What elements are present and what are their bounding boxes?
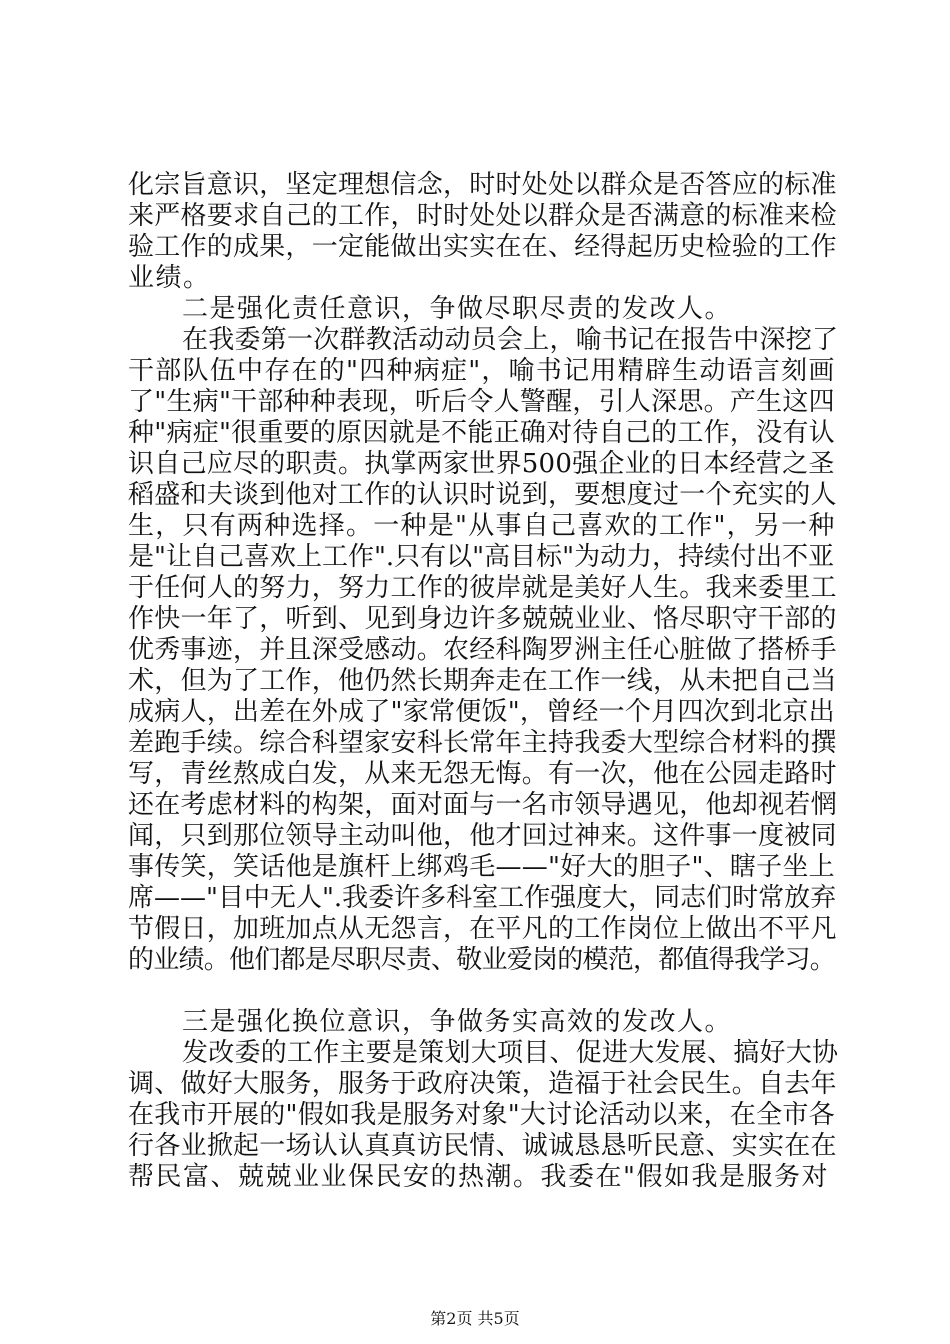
text-line: 闻，只到那位领导主动叫他，他才回过神来。这件事一度被同 [128,821,837,851]
text-line: 稻盛和夫谈到他对工作的认识时说到，要想度过一个充实的人 [128,480,837,510]
text-line: 行各业掀起一场认认真真访民情、诚诚恳恳听民意、实实在在 [128,1131,837,1161]
section-heading-2: 二是强化责任意识，争做尽职尽责的发改人。 [182,294,733,324]
text-line: 还在考虑材料的构架，面对面与一名市领导遇见，他却视若惘 [128,790,837,820]
text-line: 的业绩。他们都是尽职尽责、敬业爱岗的模范，都值得我学习。 [128,945,836,975]
text-line: 席——"目中无人".我委许多科室工作强度大，同志们时常放弃 [128,883,837,913]
text-line: 于任何人的努力，努力工作的彼岸就是美好人生。我来委里工 [128,573,837,603]
body-text [128,170,838,1193]
section-heading-3: 三是强化换位意识，争做务实高效的发改人。 [182,1007,733,1037]
text-line: 种"病症"很重要的原因就是不能正确对待自己的工作，没有认 [128,418,835,448]
text-line: 优秀事迹，并且深受感动。农经科陶罗洲主任心脏做了搭桥手 [128,635,837,665]
text-line: 写，青丝熬成白发，从来无怨无悔。有一次，他在公园走路时 [128,759,837,789]
text-line: 来严格要求自己的工作，时时处处以群众是否满意的标准来检 [128,201,837,231]
text-line: 发改委的工作主要是策划大项目、促进大发展、搞好大协 [182,1038,839,1068]
text-line: 事传笑，笑话他是旗杆上绑鸡毛——"好大的胆子"、瞎子坐上 [128,852,835,882]
paragraph-gap [128,976,838,1007]
text-line: 识自己应尽的职责。执掌两家世界500强企业的日本经营之圣 [128,449,835,479]
text-line: 差跑手续。综合科望家安科长常年主持我委大型综合材料的撰 [128,728,837,758]
text-line: 在我委第一次群教活动动员会上，喻书记在报告中深挖了 [182,325,839,355]
text-line: 作快一年了，听到、见到身边许多兢兢业业、恪尽职守干部的 [128,604,837,634]
text-line: 业绩。 [128,263,211,293]
text-line: 是"让自己喜欢上工作".只有以"高目标"为动力，持续付出不亚 [128,542,835,572]
text-line: 节假日，加班加点从无怨言，在平凡的工作岗位上做出不平凡 [128,914,837,944]
text-line: 成病人，出差在外成了"家常便饭"，曾经一个月四次到北京出 [128,697,835,727]
page-number-footer: 第2页 共5页 [430,1309,520,1328]
text-line: 干部队伍中存在的"四种病症"，喻书记用精辟生动语言刻画 [128,356,836,386]
text-line: 在我市开展的"假如我是服务对象"大讨论活动以来，在全市各 [128,1100,835,1130]
text-line: 验工作的成果，一定能做出实实在在、经得起历史检验的工作 [128,232,837,262]
text-line: 化宗旨意识，坚定理想信念，时时处处以群众是否答应的标准 [128,170,837,200]
text-line: 生，只有两种选择。一种是"从事自己喜欢的工作"，另一种 [128,511,836,541]
text-line: 术，但为了工作，他仍然长期奔走在工作一线，从未把自己当 [128,666,837,696]
text-line: 了"生病"干部种种表现，听后令人警醒，引人深思。产生这四 [128,387,835,417]
text-line: 调、做好大服务，服务于政府决策，造福于社会民生。自去年 [128,1069,837,1099]
text-line: 帮民富、兢兢业业保民安的热潮。我委在"假如我是服务对 [128,1162,829,1192]
